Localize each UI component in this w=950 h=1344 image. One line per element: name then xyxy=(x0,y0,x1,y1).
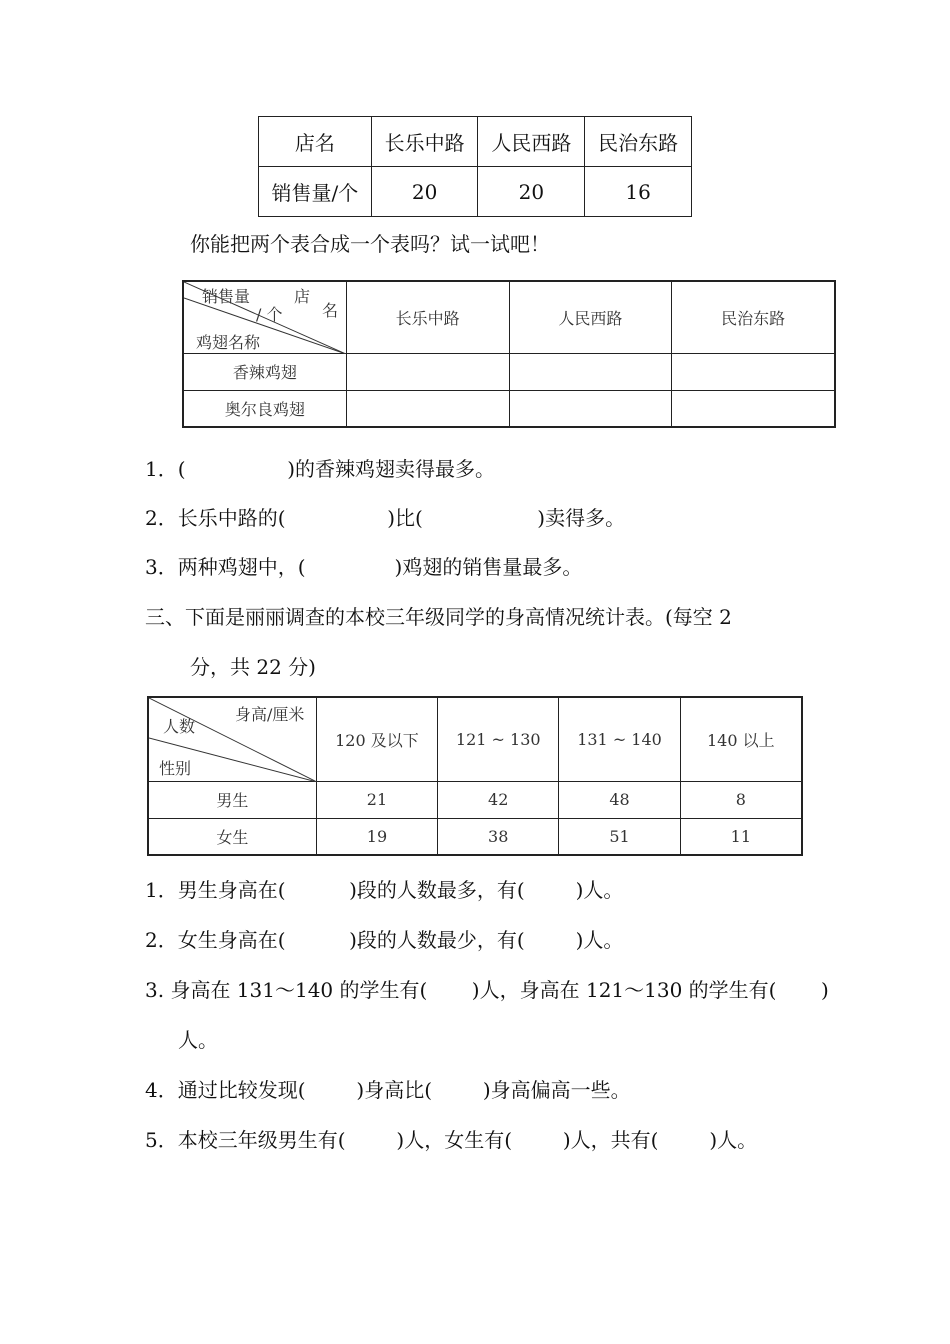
table-cell: 20 xyxy=(371,167,478,217)
corner-label-store-a: 店 xyxy=(294,287,311,306)
question-b1: 1．男生身高在( )段的人数最多，有( )人。 xyxy=(145,878,624,902)
blank-cell xyxy=(509,353,672,390)
table-header-cell: 131 ~ 140 xyxy=(559,697,680,781)
table-header-cell: 民治东路 xyxy=(672,281,835,353)
blank-cell xyxy=(672,390,835,427)
table-header-cell: 民治东路 xyxy=(585,117,692,167)
table-cell: 51 xyxy=(559,818,680,855)
corner-label-store-b: 名 xyxy=(322,301,339,320)
diagonal-header-cell xyxy=(148,697,316,781)
row-label: 女生 xyxy=(148,818,316,855)
table-cell: 16 xyxy=(585,167,692,217)
table-header-cell: 人民西路 xyxy=(478,117,585,167)
table-header-cell: 店名 xyxy=(259,117,372,167)
question-b3-cont: 人。 xyxy=(178,1028,218,1052)
table-cell: 48 xyxy=(559,781,680,818)
table-header-cell: 长乐中路 xyxy=(371,117,478,167)
question-a2: 2．长乐中路的( )比( )卖得多。 xyxy=(145,506,626,530)
blank-cell xyxy=(672,353,835,390)
table-header-cell: 121 ~ 130 xyxy=(438,697,559,781)
blank-cell xyxy=(346,353,509,390)
section-title: 三、下面是丽丽调查的本校三年级同学的身高情况统计表。(每空 2 xyxy=(145,605,732,629)
corner-label-count: 人数 xyxy=(163,717,196,736)
table-cell: 42 xyxy=(438,781,559,818)
corner-label-height: 身高/厘米 xyxy=(235,705,305,724)
table-header-cell: 140 以上 xyxy=(680,697,802,781)
blank-cell xyxy=(346,390,509,427)
table-cell: 38 xyxy=(438,818,559,855)
corner-label-sales: 销售量 xyxy=(202,287,251,306)
question-b5: 5．本校三年级男生有( )人，女生有( )人，共有( )人。 xyxy=(145,1128,758,1152)
corner-label-wing-name: 鸡翅名称 xyxy=(196,333,261,352)
table-cell: 20 xyxy=(478,167,585,217)
table-cell: 19 xyxy=(316,818,437,855)
merge-prompt: 你能把两个表合成一个表吗？试一试吧！ xyxy=(190,232,550,256)
question-a3: 3．两种鸡翅中，( )鸡翅的销售量最多。 xyxy=(145,555,583,579)
table-header-cell: 人民西路 xyxy=(509,281,672,353)
row-label: 男生 xyxy=(148,781,316,818)
question-b2: 2．女生身高在( )段的人数最少，有( )人。 xyxy=(145,928,624,952)
table-cell: 销售量/个 xyxy=(259,167,372,217)
sales-table xyxy=(258,116,692,217)
question-b3: 3. 身高在 131～140 的学生有( )人，身高在 121～130 的学生有( ) xyxy=(145,978,829,1002)
table-header-cell: 长乐中路 xyxy=(346,281,509,353)
row-label: 奥尔良鸡翅 xyxy=(183,390,346,427)
row-label: 香辣鸡翅 xyxy=(183,353,346,390)
table-cell: 21 xyxy=(316,781,437,818)
blank-cell xyxy=(509,390,672,427)
corner-label-gender: 性别 xyxy=(159,759,192,778)
section-title-cont: 分，共 22 分) xyxy=(190,655,316,679)
corner-label-unit: / 个 xyxy=(256,305,283,324)
merge-table xyxy=(182,280,836,428)
table-cell: 11 xyxy=(680,818,802,855)
diagonal-header-cell xyxy=(183,281,346,353)
table-header-cell: 120 及以下 xyxy=(316,697,437,781)
question-a1: 1．( )的香辣鸡翅卖得最多。 xyxy=(145,457,496,481)
question-b4: 4．通过比较发现( )身高比( )身高偏高一些。 xyxy=(145,1078,631,1102)
table-cell: 8 xyxy=(680,781,802,818)
height-table xyxy=(147,696,803,856)
